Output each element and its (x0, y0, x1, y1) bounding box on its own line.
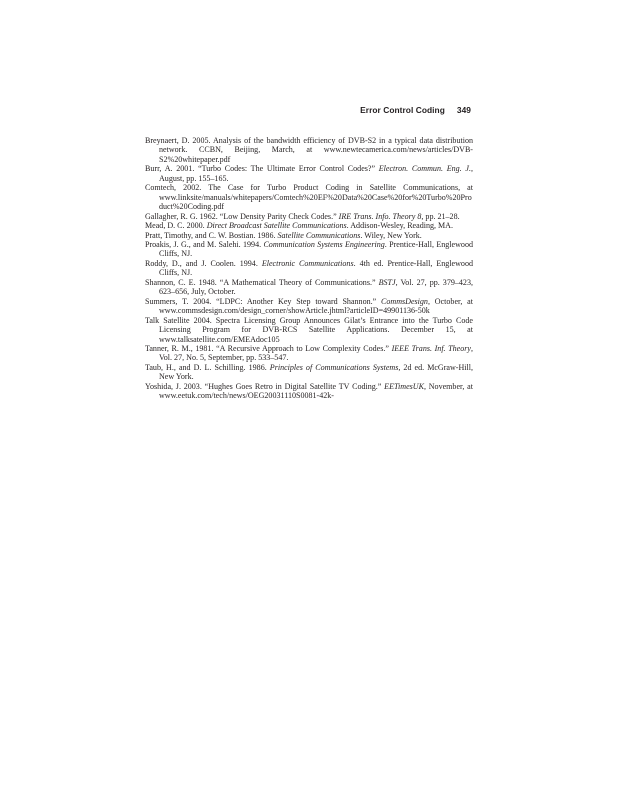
running-head (360, 105, 471, 115)
reference-entry (145, 363, 473, 382)
reference-italic-text: Direct Broadcast Satellite Communications (206, 221, 347, 231)
reference-text: , pp. 21–28. (421, 211, 460, 221)
reference-text: Pratt, Timothy, and C. W. Bostian. 1986. (145, 230, 278, 240)
reference-text: Mead, D. C. 2000. (145, 221, 207, 231)
reference-text: . 4th ed. Prentice-Hall, Englewood Cliffs, NJ. (159, 258, 473, 278)
reference-entry (145, 212, 473, 221)
reference-italic-text: Electron. Commun. Eng. J. (378, 164, 471, 174)
reference-italic-text: Communication Systems Engineering (263, 239, 385, 249)
reference-text: Proakis, J. G., and M. Salehi. 1994. (145, 239, 264, 249)
reference-text: , October, at www.commsdesign.com/design_corner/showArticle.jhtml?articleID=49901136-50k (159, 296, 473, 316)
reference-italic-text: Principles of Communications Systems (269, 362, 399, 372)
reference-text: Gallagher, R. G. 1962. “Low Density Parity Check Codes.” (145, 211, 339, 221)
reference-entry (145, 382, 473, 401)
reference-entry (145, 136, 473, 164)
reference-entry (145, 231, 473, 240)
reference-text: Summers, T. 2004. “LDPC: Another Key Step toward Shannon.” (145, 296, 382, 306)
reference-text: Roddy, D., and J. Coolen. 1994. (145, 258, 262, 268)
reference-italic-text: BSTJ (378, 277, 396, 287)
page-number: 349 (456, 105, 471, 115)
reference-text: , 2d ed. McGraw-Hill, New York. (159, 362, 474, 382)
reference-entry (145, 278, 473, 297)
reference-entry (145, 221, 473, 230)
reference-entry (145, 164, 473, 183)
reference-italic-text: IRE Trans. Info. Theory 8 (338, 211, 422, 221)
reference-text: Taub, H., and D. L. Schilling. 1986. (145, 362, 270, 372)
reference-list (145, 136, 473, 401)
reference-text: . Wiley, New York. (360, 230, 422, 240)
reference-text: Yoshida, J. 2003. “Hughes Goes Retro in Digital Satellite TV Coding.” (145, 381, 385, 391)
reference-entry (145, 240, 473, 259)
reference-italic-text: Electronic Communications (261, 258, 354, 268)
reference-text: Shannon, C. E. 1948. “A Mathematical Theory of Communications.” (145, 277, 379, 287)
reference-entry (145, 183, 473, 211)
reference-italic-text: CommsDesign (381, 296, 428, 306)
reference-text: , November, at www.eetuk.com/tech/news/OEG20031110S0081-42k- (159, 381, 473, 401)
reference-text: , August, pp. 155–165. (159, 164, 473, 183)
reference-text: Breynaert, D. 2005. Analysis of the bandwidth efficiency of DVB-S2 in a typical data distribution network. CCBN, Beijing, March, at www.newtecamerica.com/news/articles/DVB-S2%20whitepaper.pdf (145, 136, 473, 164)
reference-text: . Addison-Wesley, Reading, MA. (346, 221, 454, 231)
reference-text: , Vol. 27, No. 5, September, pp. 533–547. (159, 343, 473, 363)
reference-entry (145, 344, 473, 363)
reference-entry (145, 316, 473, 344)
reference-italic-text: IEEE Trans. Inf. Theory (391, 343, 471, 353)
running-title: Error Control Coding (360, 105, 445, 115)
reference-italic-text: Satellite Communications (277, 230, 361, 240)
reference-entry (145, 297, 473, 316)
reference-text: Talk Satellite 2004. Spectra Licensing Group Announces Gilat’s Entrance into the Turbo Code Licensing Program for DVB-RCS Satellite Applications. December 15, at www.talksatellite.com/EMEAdoc105 (145, 315, 473, 344)
reference-text: Burr, A. 2001. “Turbo Codes: The Ultimate Error Control Codes?” (145, 164, 379, 174)
reference-text: Tanner, R. M., 1981. “A Recursive Approach to Low Complexity Codes.” (145, 343, 392, 353)
reference-italic-text: EETimesUK (384, 381, 424, 391)
reference-entry (145, 259, 473, 278)
reference-text: . Prentice-Hall, Englewood Cliffs, NJ. (159, 239, 473, 259)
reference-text: , Vol. 27, pp. 379–423, 623–656, July, October. (159, 277, 473, 297)
reference-text: Comtech, 2002. The Case for Turbo Product Coding in Satellite Communications, at www.linksite/manuals/whitepapers/Comtech%20EF%20Data%20Case%20for%20Turbo%20Product%20Coding.pdf (145, 183, 473, 212)
